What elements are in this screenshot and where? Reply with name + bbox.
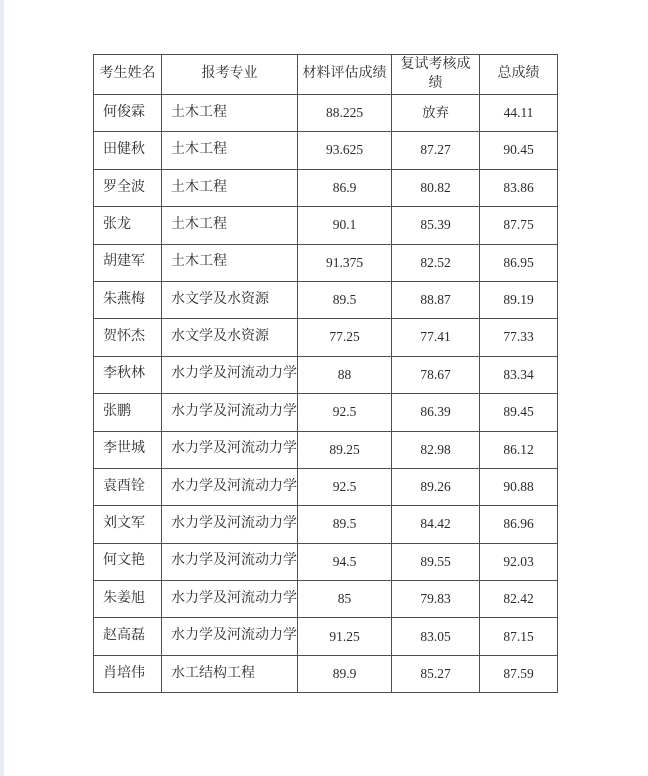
cell-retest-score: 89.26 [392, 468, 480, 505]
scores-table [93, 54, 558, 693]
cell-retest-score: 79.83 [392, 581, 480, 618]
cell-applied-major: 土木工程 [162, 132, 298, 169]
cell-material-score: 89.5 [298, 281, 392, 318]
cell-total-score: 90.88 [480, 468, 558, 505]
cell-material-score: 86.9 [298, 169, 392, 206]
cell-material-score: 88 [298, 356, 392, 393]
cell-applied-major: 土木工程 [162, 244, 298, 281]
table-row [94, 244, 558, 281]
cell-candidate-name: 胡建军 [94, 244, 162, 281]
cell-material-score: 92.5 [298, 394, 392, 431]
cell-applied-major: 土木工程 [162, 207, 298, 244]
cell-material-score: 91.25 [298, 618, 392, 655]
cell-total-score: 90.45 [480, 132, 558, 169]
cell-total-score: 87.75 [480, 207, 558, 244]
cell-total-score: 77.33 [480, 319, 558, 356]
cell-candidate-name: 李秋林 [94, 356, 162, 393]
cell-retest-score: 88.87 [392, 281, 480, 318]
cell-material-score: 77.25 [298, 319, 392, 356]
cell-candidate-name: 罗全波 [94, 169, 162, 206]
cell-total-score: 44.11 [480, 95, 558, 132]
cell-retest-score: 78.67 [392, 356, 480, 393]
cell-retest-score: 82.52 [392, 244, 480, 281]
cell-applied-major: 土木工程 [162, 169, 298, 206]
cell-applied-major: 水文学及水资源 [162, 319, 298, 356]
cell-applied-major: 土木工程 [162, 95, 298, 132]
cell-total-score: 89.19 [480, 281, 558, 318]
cell-material-score: 91.375 [298, 244, 392, 281]
table-row [94, 319, 558, 356]
cell-material-score: 92.5 [298, 468, 392, 505]
cell-candidate-name: 何俊霖 [94, 95, 162, 132]
header-row [94, 55, 558, 95]
cell-candidate-name: 朱燕梅 [94, 281, 162, 318]
cell-retest-score: 86.39 [392, 394, 480, 431]
column-header-total-score: 总成绩 [480, 55, 558, 95]
column-header-material-score: 材料评估成绩 [298, 55, 392, 95]
cell-retest-score: 85.27 [392, 655, 480, 692]
cell-retest-score: 83.05 [392, 618, 480, 655]
cell-applied-major: 水力学及河流动力学 [162, 543, 298, 580]
cell-material-score: 93.625 [298, 132, 392, 169]
cell-candidate-name: 贺怀杰 [94, 319, 162, 356]
cell-material-score: 89.5 [298, 506, 392, 543]
table-row [94, 207, 558, 244]
cell-candidate-name: 田健秋 [94, 132, 162, 169]
cell-material-score: 85 [298, 581, 392, 618]
cell-candidate-name: 刘文军 [94, 506, 162, 543]
cell-total-score: 87.59 [480, 655, 558, 692]
cell-retest-score: 77.41 [392, 319, 480, 356]
cell-candidate-name: 李世城 [94, 431, 162, 468]
cell-material-score: 89.25 [298, 431, 392, 468]
cell-applied-major: 水力学及河流动力学 [162, 356, 298, 393]
cell-candidate-name: 肖培伟 [94, 655, 162, 692]
cell-total-score: 89.45 [480, 394, 558, 431]
table-header [94, 55, 558, 95]
cell-total-score: 92.03 [480, 543, 558, 580]
cell-total-score: 86.12 [480, 431, 558, 468]
cell-total-score: 86.96 [480, 506, 558, 543]
cell-total-score: 82.42 [480, 581, 558, 618]
cell-candidate-name: 何文艳 [94, 543, 162, 580]
cell-retest-score: 放弃 [392, 95, 480, 132]
cell-candidate-name: 朱姜旭 [94, 581, 162, 618]
cell-total-score: 83.34 [480, 356, 558, 393]
cell-candidate-name: 张龙 [94, 207, 162, 244]
cell-retest-score: 85.39 [392, 207, 480, 244]
cell-retest-score: 82.98 [392, 431, 480, 468]
table-row [94, 468, 558, 505]
cell-retest-score: 80.82 [392, 169, 480, 206]
cell-candidate-name: 赵高磊 [94, 618, 162, 655]
column-header-retest-score: 复试考核成绩 [392, 55, 480, 95]
column-header-applied-major: 报考专业 [162, 55, 298, 95]
cell-material-score: 88.225 [298, 95, 392, 132]
cell-retest-score: 89.55 [392, 543, 480, 580]
cell-applied-major: 水力学及河流动力学 [162, 618, 298, 655]
table-row [94, 281, 558, 318]
table-row [94, 95, 558, 132]
table-row [94, 394, 558, 431]
cell-total-score: 83.86 [480, 169, 558, 206]
table-row [94, 543, 558, 580]
cell-applied-major: 水力学及河流动力学 [162, 431, 298, 468]
table-row [94, 169, 558, 206]
page-left-edge [0, 0, 4, 776]
cell-total-score: 86.95 [480, 244, 558, 281]
cell-retest-score: 87.27 [392, 132, 480, 169]
table-row [94, 618, 558, 655]
cell-material-score: 89.9 [298, 655, 392, 692]
cell-material-score: 90.1 [298, 207, 392, 244]
cell-applied-major: 水力学及河流动力学 [162, 581, 298, 618]
table-row [94, 132, 558, 169]
cell-material-score: 94.5 [298, 543, 392, 580]
cell-candidate-name: 张鹏 [94, 394, 162, 431]
cell-candidate-name: 袁酉铨 [94, 468, 162, 505]
table-row [94, 655, 558, 692]
table-row [94, 431, 558, 468]
column-header-candidate-name: 考生姓名 [94, 55, 162, 95]
cell-applied-major: 水力学及河流动力学 [162, 468, 298, 505]
cell-applied-major: 水文学及水资源 [162, 281, 298, 318]
table-row [94, 581, 558, 618]
cell-total-score: 87.15 [480, 618, 558, 655]
cell-retest-score: 84.42 [392, 506, 480, 543]
table-body [94, 95, 558, 693]
table-row [94, 506, 558, 543]
cell-applied-major: 水力学及河流动力学 [162, 506, 298, 543]
table-row [94, 356, 558, 393]
cell-applied-major: 水工结构工程 [162, 655, 298, 692]
cell-applied-major: 水力学及河流动力学 [162, 394, 298, 431]
